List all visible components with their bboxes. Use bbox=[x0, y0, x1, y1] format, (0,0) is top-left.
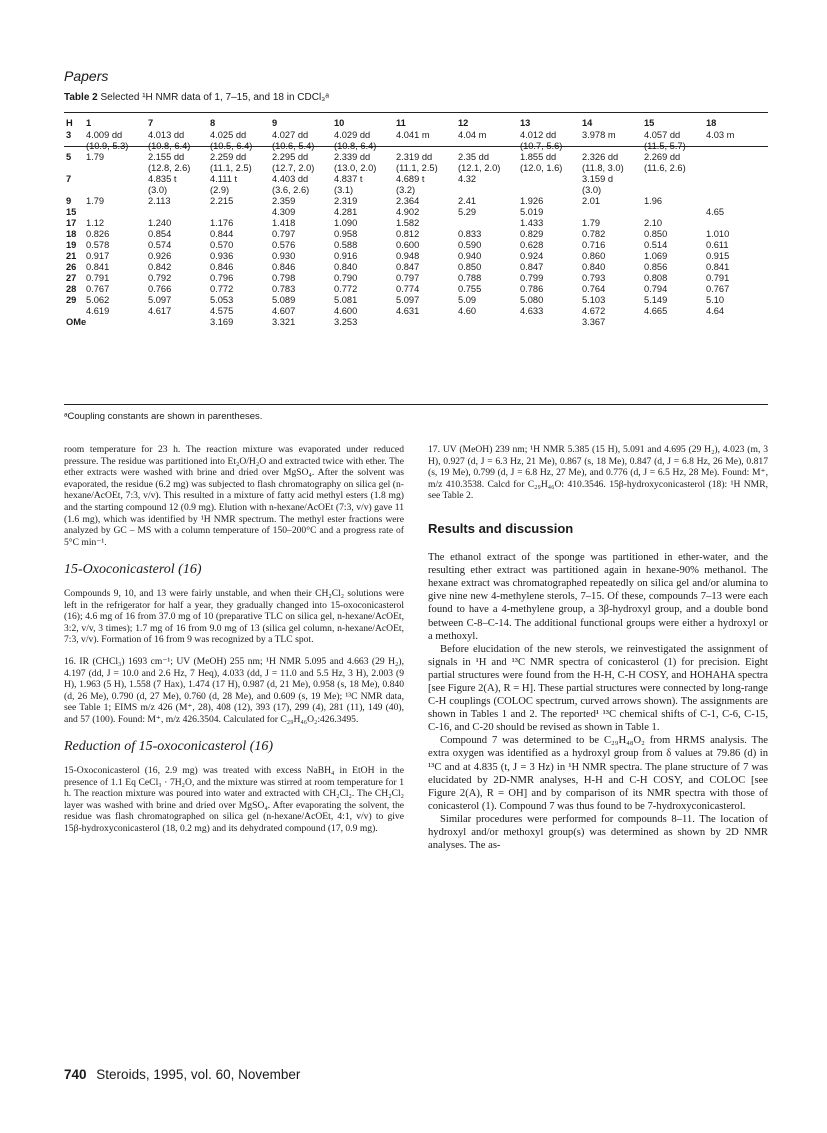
table-cell: 5.09 bbox=[458, 295, 477, 305]
table-cell: 1.79 bbox=[86, 152, 105, 162]
table-cell: 1.926 bbox=[520, 196, 544, 206]
table-cell: (13.0, 2.0) bbox=[334, 163, 377, 173]
table-cell: 4.672 bbox=[582, 306, 606, 316]
table-cell: 0.842 bbox=[148, 262, 172, 272]
proton-label bbox=[64, 306, 84, 317]
table-cell: 4.009 dd bbox=[86, 130, 123, 140]
table-cell: 0.791 bbox=[706, 273, 730, 283]
table-cell: 4.575 bbox=[210, 306, 234, 316]
table-cell: 0.611 bbox=[706, 240, 729, 250]
paragraph: The ethanol extract of the sponge was partitioned in ether-water, and the resulting ether extract was partitioned again in hexane-90% methanol. The hexane extract was chromatographed repeatedly on silica gel and/or alumina to give nine new 4-methylene sterols, 7–15. Of these, compounds 7–13 were each found to have a 4-methylene group, a 3β-hydroxyl group, and a double bond between C-8–C-14. The additional functional groups were either a hydroxyl or a methoxyl. bbox=[428, 552, 768, 642]
table-cell: 4.029 dd bbox=[334, 130, 371, 140]
table-cell: 0.930 bbox=[272, 251, 296, 261]
table-top-rule bbox=[64, 112, 768, 113]
table-cell: 0.772 bbox=[210, 284, 234, 294]
table-cell: 2.41 bbox=[458, 196, 477, 206]
table-cell: 4.64 bbox=[706, 306, 725, 316]
table-cell: 4.013 dd bbox=[148, 130, 185, 140]
table-row bbox=[64, 262, 788, 273]
table-cell: 1.79 bbox=[582, 218, 601, 228]
table-cell: 3.367 bbox=[582, 317, 606, 327]
table-row bbox=[64, 196, 788, 207]
table-cell: 0.628 bbox=[520, 240, 544, 250]
table-row bbox=[64, 174, 788, 185]
table-cell bbox=[704, 141, 788, 152]
table-cell: 4.03 m bbox=[706, 130, 735, 140]
table-cell: (12.8, 2.6) bbox=[148, 163, 191, 173]
table-row bbox=[64, 284, 788, 295]
table-cell: 1.582 bbox=[396, 218, 420, 228]
table-cell: 2.01 bbox=[582, 196, 601, 206]
table-cell: (12.0, 1.6) bbox=[520, 163, 563, 173]
table-cell: 0.788 bbox=[458, 273, 482, 283]
proton-label: 18 bbox=[66, 229, 77, 239]
table-cell bbox=[704, 185, 788, 196]
table-cell: (3.0) bbox=[148, 185, 168, 195]
table-cell: 3.253 bbox=[334, 317, 358, 327]
table-row bbox=[64, 306, 788, 317]
column-header: 7 bbox=[148, 117, 154, 128]
table-cell bbox=[84, 185, 146, 196]
table-cell: 0.917 bbox=[86, 251, 110, 261]
table-cell: 0.782 bbox=[582, 229, 606, 239]
table-cell: (11.5, 5.7) bbox=[644, 141, 686, 151]
table-cell: 4.281 bbox=[334, 207, 358, 217]
table-cell: 2.364 bbox=[396, 196, 420, 206]
table-cell: (11.1, 2.5) bbox=[396, 163, 438, 173]
table-cell: 2.215 bbox=[210, 196, 234, 206]
table-cell bbox=[456, 218, 518, 229]
table-cell bbox=[704, 174, 788, 185]
right-column bbox=[428, 444, 768, 852]
table-cell: 5.103 bbox=[582, 295, 606, 305]
table-cell bbox=[642, 207, 704, 218]
section-heading: Reduction of 15-oxoconicasterol (16) bbox=[64, 739, 274, 755]
table-cell bbox=[146, 317, 208, 328]
table-cell: 4.633 bbox=[520, 306, 544, 316]
table-cell: (11.1, 2.5) bbox=[210, 163, 252, 173]
table-cell bbox=[518, 185, 580, 196]
table-cell: (3.2) bbox=[396, 185, 416, 195]
table-cell: 2.113 bbox=[148, 196, 171, 206]
table-cell: 0.793 bbox=[582, 273, 606, 283]
table-cell: 4.012 dd bbox=[520, 130, 557, 140]
table-row bbox=[64, 141, 788, 152]
paragraph: Compounds 9, 10, and 13 were fairly unstable, and when their CH₂Cl₂ solutions were left in the refrigerator for half a year, they gradually changed into 15-oxoconicasterol (16); 4.6 mg of 16 from 37.0 mg of 10 (preparative TLC on silica gel, n-hexane/AcOEt, 3:2, v/v, 3 times); 1.7 mg of 16 from 9.0 mg of 13 (silica gel column, n-hexane/AcOEt, 7:3, v/v). Formation of 16 from 9 was recognized by a TLC spot. bbox=[64, 587, 404, 646]
table-cell: 2.10 bbox=[644, 218, 663, 228]
table-cell: 0.844 bbox=[210, 229, 234, 239]
table-cell: 0.797 bbox=[396, 273, 420, 283]
table-cell: 2.259 dd bbox=[210, 152, 247, 162]
table-cell: 0.854 bbox=[148, 229, 172, 239]
table-cell: 4.607 bbox=[272, 306, 296, 316]
table-cell: 0.796 bbox=[210, 273, 234, 283]
table-cell: 0.764 bbox=[582, 284, 606, 294]
table-row bbox=[64, 273, 788, 284]
table-cell: 4.057 dd bbox=[644, 130, 681, 140]
column-header: 11 bbox=[396, 117, 406, 128]
table-cell: 2.269 dd bbox=[644, 152, 681, 162]
proton-label: 5 bbox=[66, 152, 72, 162]
paragraph: Compound 7 was determined to be C₂₉H₄₈O₂ from HRMS analysis. The extra oxygen was identified as a hydroxyl group from δ values at 79.86 (d) in ¹³C and at 4.835 (t, J = 3 Hz) in ¹H NMR spectra. The plane structure of 7 was elucidated by 2D-NMR analyses, H-H and C-H COSY, and COLOC [see Figure 2(A), R = OH] and by comparison of its NMR spectra with those of conicasterol (1). Compound 7 was thus found to be 7-hydroxyconicasterol. bbox=[428, 735, 768, 812]
table-cell: 5.097 bbox=[396, 295, 420, 305]
table-cell: 0.774 bbox=[396, 284, 420, 294]
table-cell bbox=[704, 152, 788, 163]
table-cell bbox=[394, 317, 456, 328]
table-cell: (12.7, 2.0) bbox=[272, 163, 315, 173]
table-cell: 5.053 bbox=[210, 295, 234, 305]
paragraph: 15-Oxoconicasterol (16, 2.9 mg) was treated with excess NaBH₄ in EtOH in the presence of 1.1 Eq CeCl₃ · 7H₂O, and the mixture was stirred at room temperature for 1 h. The reaction mixture was poured into water and extracted with CH₂Cl₂. The CH₂Cl₂ layer was washed with brine and dried over MgSO₄. After evaporating the solvent, the residue was flash chromatographed on silica gel (n-hexane/AcOEt, 4:1, v/v) to give 15β-hydroxyconicasterol (18, 0.2 mg) and its dehydrated compound (17, 0.9 mg). bbox=[64, 765, 404, 835]
table-cell bbox=[84, 207, 146, 218]
table-cell bbox=[704, 218, 788, 229]
table-cell: 0.783 bbox=[272, 284, 296, 294]
proton-label: 26 bbox=[66, 262, 77, 272]
table-row bbox=[64, 218, 788, 229]
column-header: 14 bbox=[582, 117, 593, 128]
table-cell bbox=[580, 141, 642, 152]
paragraph: 16. IR (CHCl₃) 1693 cm⁻¹; UV (MeOH) 255 nm; ¹H NMR 5.095 and 4.663 (29 H₂), 4.197 (dd, J = 10.0 and 2.6 Hz, 7 Heq), 4.033 (dd, J = 11.0 and 5.5 Hz, 3 H), 2.003 (9 H), 1.963 (5 H), 1.558 (7 Hax), 1.474 (17 H), 0.987 (d, 21 Me), 0.958 (s, 18 Me), 0.840 (d, 26 Me), 0.790 (d, 27 Me), 0.760 (d, 28 Me), and 0.609 (s, 19 Me); ¹³C NMR data, see Table 1; EIMS m/z 426 (M⁺, 28), 408 (12), 393 (17), 299 (4), 281 (11), 149 (40), and 57 (100). Found: M⁺, m/z 426.3504. Calculated for C₂₉H₄₆O₂:426.3495. bbox=[64, 655, 404, 725]
table-row bbox=[64, 152, 788, 163]
table-cell: 0.847 bbox=[396, 262, 420, 272]
table-cell: 0.767 bbox=[86, 284, 110, 294]
table-cell: 0.767 bbox=[706, 284, 730, 294]
table-cell bbox=[456, 185, 518, 196]
table-cell: 1.010 bbox=[706, 229, 730, 239]
proton-label: 29 bbox=[66, 295, 77, 305]
table-cell bbox=[456, 317, 518, 328]
table-cell: (12.1, 2.0) bbox=[458, 163, 501, 173]
table-cell: 4.403 dd bbox=[272, 174, 309, 184]
table-cell bbox=[84, 317, 146, 328]
table-cell: 0.850 bbox=[644, 229, 668, 239]
table-cell: 0.794 bbox=[644, 284, 668, 294]
table-cell bbox=[84, 174, 146, 185]
table-cell: 0.514 bbox=[644, 240, 668, 250]
proton-label: 28 bbox=[66, 284, 77, 294]
table-cell bbox=[642, 174, 704, 185]
table-cell bbox=[394, 141, 456, 152]
table-row bbox=[64, 229, 788, 240]
table-cell: 2.359 bbox=[272, 196, 296, 206]
proton-label bbox=[64, 163, 84, 174]
table-cell bbox=[456, 141, 518, 152]
table-cell: 5.097 bbox=[148, 295, 172, 305]
table-cell: 0.590 bbox=[458, 240, 482, 250]
table-cell: 0.799 bbox=[520, 273, 544, 283]
table-row bbox=[64, 317, 788, 328]
table-cell bbox=[580, 207, 642, 218]
table-cell: (10.8, 6.4) bbox=[334, 141, 377, 151]
table-cell: 0.716 bbox=[582, 240, 606, 250]
table-bottom-rule bbox=[64, 404, 768, 405]
proton-label: 3 bbox=[66, 130, 72, 140]
column-header: 8 bbox=[210, 117, 216, 128]
table-cell: 0.755 bbox=[458, 284, 482, 294]
left-column bbox=[64, 444, 404, 835]
table-cell: 1.433 bbox=[520, 218, 544, 228]
table-cell: 0.791 bbox=[86, 273, 110, 283]
table-cell: (2.9) bbox=[210, 185, 230, 195]
table-cell: 1.418 bbox=[272, 218, 296, 228]
table-header-row bbox=[64, 116, 788, 130]
table-cell: 0.915 bbox=[706, 251, 730, 261]
table-row bbox=[64, 130, 788, 141]
table-cell bbox=[84, 163, 146, 174]
table-cell: 5.29 bbox=[458, 207, 477, 217]
table-cell: 0.850 bbox=[458, 262, 482, 272]
table-cell: 0.829 bbox=[520, 229, 544, 239]
nmr-table bbox=[64, 116, 788, 328]
table-cell: 0.808 bbox=[644, 273, 668, 283]
table-cell: 3.321 bbox=[272, 317, 296, 327]
table-cell: 5.10 bbox=[706, 295, 725, 305]
table-cell: 4.041 m bbox=[396, 130, 430, 140]
table-cell: 1.79 bbox=[86, 196, 105, 206]
table-cell: 0.846 bbox=[210, 262, 234, 272]
page-footer bbox=[64, 1067, 300, 1082]
table-cell bbox=[518, 174, 580, 185]
table-label: Table 2 bbox=[64, 92, 98, 103]
table-cell: 1.12 bbox=[86, 218, 105, 228]
table-cell: (3.1) bbox=[334, 185, 354, 195]
paragraph: room temperature for 23 h. The reaction mixture was evaporated under reduced pressure. The residue was partitioned into Et₂O/H₂O and extracted twice with ether. The ether extracts were washed with brine and dried over MgSO₄. After the solvent was evaporated, the residue (6.2 mg) was subjected to flash chromatography on silica gel (n-hexane/AcOEt, 7:3, v/v). This resulted in a mixture of fatty acid methyl esters (1.8 mg) and the starting compound 12 (0.9 mg). Elution with n-hexane/AcOEt (7:3, v/v) gave 11 (1.6 mg), which was identified by ¹H NMR spectrum. The methyl ester fractions were analyzed by GC – MS with a column temperature of 150–200°C and a progress rate of 5°C min⁻¹. bbox=[64, 444, 404, 548]
proton-label: 21 bbox=[66, 251, 77, 261]
table-cell: 0.766 bbox=[148, 284, 172, 294]
section-header: Papers bbox=[64, 68, 109, 84]
table-row bbox=[64, 207, 788, 218]
table-cell: (10.5, 6.4) bbox=[210, 141, 253, 151]
table-cell: 0.958 bbox=[334, 229, 358, 239]
paragraph: Similar procedures were performed for compounds 8–11. The location of hydroxyl and/or methoxyl group(s) was determined as shown by 2D NMR analyses. The as- bbox=[428, 813, 768, 852]
table-cell: 0.786 bbox=[520, 284, 544, 294]
table-cell: (10.9, 5.3) bbox=[86, 141, 129, 151]
table-cell: 0.841 bbox=[86, 262, 110, 272]
table-cell: 0.924 bbox=[520, 251, 544, 261]
proton-label: 9 bbox=[66, 196, 72, 206]
column-header: 1 bbox=[86, 117, 92, 128]
table-cell: (3.6, 2.6) bbox=[272, 185, 310, 195]
table-cell: 4.111 t bbox=[210, 174, 238, 184]
table-cell: 4.04 m bbox=[458, 130, 487, 140]
table-cell: 2.155 dd bbox=[148, 152, 185, 162]
table-cell: 2.326 dd bbox=[582, 152, 619, 162]
table-cell: 1.090 bbox=[334, 218, 358, 228]
table-cell bbox=[642, 185, 704, 196]
table-cell bbox=[146, 207, 208, 218]
proton-label: 27 bbox=[66, 273, 77, 283]
table-cell: 1.176 bbox=[210, 218, 234, 228]
table-cell: (10.7, 5.6) bbox=[520, 141, 563, 151]
table-cell: 4.835 t bbox=[148, 174, 177, 184]
table-row bbox=[64, 240, 788, 251]
table-cell: 0.576 bbox=[272, 240, 296, 250]
table-row bbox=[64, 163, 788, 174]
column-header: 15 bbox=[644, 117, 655, 128]
table-cell: 5.149 bbox=[644, 295, 668, 305]
column-header: 9 bbox=[272, 117, 278, 128]
table-cell: 0.847 bbox=[520, 262, 544, 272]
table-cell: 4.32 bbox=[458, 174, 477, 184]
table-cell: 0.588 bbox=[334, 240, 358, 250]
table-cell: 0.948 bbox=[396, 251, 420, 261]
table-cell: 0.936 bbox=[210, 251, 234, 261]
table-cell: (3.0) bbox=[582, 185, 602, 195]
table-row bbox=[64, 251, 788, 262]
table-cell: 1.855 dd bbox=[520, 152, 557, 162]
table-caption bbox=[64, 92, 329, 103]
table-cell: (11.8, 3.0) bbox=[582, 163, 624, 173]
table-cell: 0.840 bbox=[334, 262, 358, 272]
table-cell bbox=[704, 196, 788, 207]
column-header: 10 bbox=[334, 117, 345, 128]
column-header: 18 bbox=[706, 117, 717, 128]
table-cell: 5.062 bbox=[86, 295, 110, 305]
table-cell: (10.6, 5.4) bbox=[272, 141, 315, 151]
table-cell: 4.025 dd bbox=[210, 130, 247, 140]
table-cell bbox=[704, 163, 788, 174]
proton-label bbox=[64, 185, 84, 196]
table-cell: (11.6, 2.6) bbox=[644, 163, 686, 173]
table-cell: (10.8, 6.4) bbox=[148, 141, 191, 151]
table-cell: 0.940 bbox=[458, 251, 482, 261]
paragraph: Before elucidation of the new sterols, we reinvestigated the assignment of signals in ¹H and ¹³C NMR spectra of conicasterol (1) for precision. Eight partial structures were found from the H-H, C-H COSY, and HOHAHA spectra [see Figure 2(A), R = H]. These partial structures were connected by long-range C-H couplings (COLOC spectrum, curved arrows shown). The assignments are shown in Tables 1 and 2. The reported¹ ¹³C chemical shifts of C-1, C-6, C-15, C-16, and C-20 should be revised as shown in Table 1. bbox=[428, 643, 768, 734]
table-cell: 0.833 bbox=[458, 229, 482, 239]
table-cell: 0.790 bbox=[334, 273, 358, 283]
table-cell: 3.159 d bbox=[582, 174, 614, 184]
table-cell: 1.069 bbox=[644, 251, 668, 261]
table-cell: 5.081 bbox=[334, 295, 358, 305]
table-cell: 5.080 bbox=[520, 295, 544, 305]
table-cell: 0.916 bbox=[334, 251, 358, 261]
table-cell: 2.35 dd bbox=[458, 152, 490, 162]
table-cell: 0.812 bbox=[396, 229, 420, 239]
proton-label: OMe bbox=[66, 317, 87, 327]
table-cell: 2.319 dd bbox=[396, 152, 433, 162]
table-cell: 0.798 bbox=[272, 273, 296, 283]
table-cell: 1.96 bbox=[644, 196, 663, 206]
table-cell: 0.926 bbox=[148, 251, 172, 261]
table-cell bbox=[642, 317, 704, 328]
table-cell: 4.631 bbox=[396, 306, 420, 316]
column-header: H bbox=[66, 117, 73, 128]
table-body bbox=[64, 130, 788, 328]
table-cell: 4.689 t bbox=[396, 174, 425, 184]
table-row bbox=[64, 295, 788, 306]
table-cell: 0.570 bbox=[210, 240, 234, 250]
table-cell: 0.840 bbox=[582, 262, 606, 272]
table-cell: 0.846 bbox=[272, 262, 296, 272]
proton-label bbox=[64, 141, 84, 152]
table-cell: 5.089 bbox=[272, 295, 296, 305]
section-heading: Results and discussion bbox=[428, 520, 574, 536]
table-cell: 0.841 bbox=[706, 262, 730, 272]
table-cell: 4.902 bbox=[396, 207, 420, 217]
paragraph: 17. UV (MeOH) 239 nm; ¹H NMR 5.385 (15 H), 5.091 and 4.695 (29 H₂), 4.023 (m, 3 H), 0.927 (d, J = 6.3 Hz, 21 Me), 0.867 (s, 18 Me), 0.847 (d, J = 6.8 Hz, 26 Me), 0.817 (s, 19 Me), 0.799 (d, J = 6.8 Hz, 27 Me), and 0.776 (d, J = 6.5 Hz, 28 Me). Found: M⁺, m/z 410.3538. Calcd for C₂₉H₄₆O: 410.3546. 15β-hydroxyconicasterol (18): ¹H NMR, see Table 2. bbox=[428, 444, 768, 502]
column-header: 13 bbox=[520, 117, 531, 128]
table-cell: 2.339 dd bbox=[334, 152, 371, 162]
table-cell: 3.978 m bbox=[582, 130, 616, 140]
table-cell: 4.65 bbox=[706, 207, 725, 217]
table-cell: 3.169 bbox=[210, 317, 234, 327]
table-cell: 0.797 bbox=[272, 229, 296, 239]
table-cell: 2.295 dd bbox=[272, 152, 309, 162]
table-cell: 2.319 bbox=[334, 196, 358, 206]
proton-label: 19 bbox=[66, 240, 77, 250]
table-cell: 4.600 bbox=[334, 306, 358, 316]
table-cell: 4.665 bbox=[644, 306, 668, 316]
table-cell: 4.309 bbox=[272, 207, 296, 217]
table-cell: 0.772 bbox=[334, 284, 358, 294]
column-header: 12 bbox=[458, 117, 469, 128]
table-cell: 1.240 bbox=[148, 218, 172, 228]
table-cell: 4.619 bbox=[86, 306, 110, 316]
page-number: 740 bbox=[64, 1067, 87, 1082]
table-cell: 5.019 bbox=[520, 207, 544, 217]
table-cell bbox=[704, 317, 788, 328]
table-cell: 0.792 bbox=[148, 273, 172, 283]
table-cell: 0.826 bbox=[86, 229, 110, 239]
table-cell: 0.856 bbox=[644, 262, 668, 272]
proton-label: 17 bbox=[66, 218, 77, 228]
journal-citation: Steroids, 1995, vol. 60, November bbox=[96, 1067, 301, 1082]
table-cell: 0.574 bbox=[148, 240, 172, 250]
table-caption-text: Selected ¹H NMR data of 1, 7–15, and 18 in CDCl₃ᵃ bbox=[100, 92, 329, 103]
table-cell: 4.60 bbox=[458, 306, 477, 316]
table-cell bbox=[208, 207, 270, 218]
table-cell: 0.860 bbox=[582, 251, 606, 261]
proton-label: 7 bbox=[66, 174, 72, 184]
table-cell: 4.837 t bbox=[334, 174, 363, 184]
table-row bbox=[64, 185, 788, 196]
table-cell: 0.578 bbox=[86, 240, 110, 250]
proton-label: 15 bbox=[66, 207, 77, 217]
table-cell bbox=[518, 317, 580, 328]
table-cell: 4.027 dd bbox=[272, 130, 309, 140]
table-footnote: ᵃCoupling constants are shown in parentheses. bbox=[64, 411, 263, 422]
table-cell: 0.600 bbox=[396, 240, 420, 250]
table-cell: 4.617 bbox=[148, 306, 172, 316]
section-heading: 15-Oxoconicasterol (16) bbox=[64, 562, 202, 578]
